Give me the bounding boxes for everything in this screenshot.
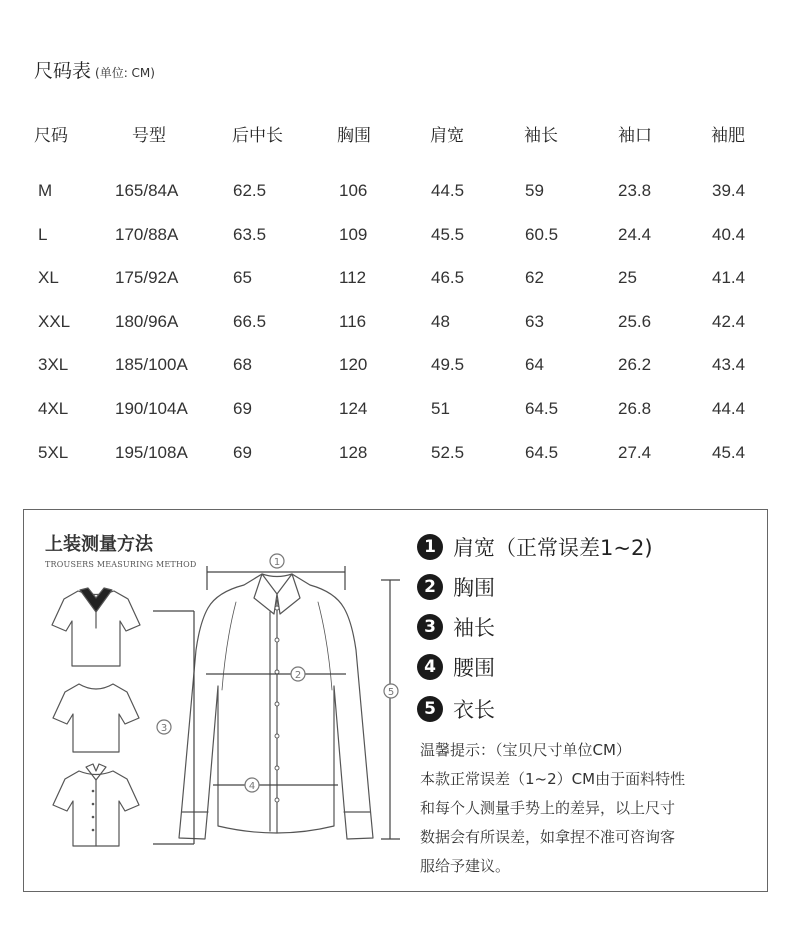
table-cell-cuff: 23.8 — [618, 181, 652, 200]
table-cell-sleeve-length: 63 — [525, 311, 544, 331]
table-cell-type: 185/100A — [115, 355, 188, 375]
polo-shirt-icon — [52, 588, 140, 666]
table-cell-shoulder: 52.5 — [431, 442, 465, 462]
table-cell-sleeve-width: 43.4 — [712, 355, 746, 375]
table-cell-sleeve-length: 59 — [525, 181, 544, 200]
column-header-type: 号型 — [132, 126, 166, 146]
table-cell-chest: 106 — [339, 181, 368, 200]
column-header-shoulder: 肩宽 — [430, 126, 464, 146]
marker-2-label: 2 — [294, 670, 302, 681]
table-cell-shoulder: 44.5 — [431, 181, 465, 200]
table-cell-chest: 128 — [339, 442, 368, 462]
marker-3-label: 3 — [160, 723, 168, 734]
note-line: 服给予建议。 — [420, 857, 511, 875]
marker-1-label: 1 — [273, 557, 281, 568]
table-cell-type: 180/96A — [115, 311, 179, 331]
table-cell-cuff: 25.6 — [618, 311, 652, 331]
note-line: 温馨提示：（宝贝尺寸单位CM） — [420, 741, 631, 759]
table-cell-shoulder: 48 — [431, 311, 450, 331]
note-line: 本款正常误差（1~2）CM由于面料特性 — [420, 770, 686, 788]
note-line: 和每个人测量手势上的差异，以上尺寸 — [420, 799, 676, 817]
table-cell-shoulder: 45.5 — [431, 224, 465, 244]
size-chart-unit: (单位: CM) — [95, 66, 155, 80]
table-cell-chest: 116 — [339, 311, 367, 331]
number-5-icon: 5 — [417, 696, 443, 722]
number-2-icon: 2 — [417, 574, 443, 600]
legend-label-shoulder: 肩宽（正常误差1~2) — [453, 536, 653, 560]
legend-label-waist: 腰围 — [453, 656, 495, 680]
table-cell-sleeve-length: 62 — [525, 268, 544, 288]
table-cell-chest: 124 — [339, 399, 368, 418]
table-cell-back-length: 68 — [233, 355, 252, 375]
legend-label-length: 衣长 — [453, 698, 495, 722]
table-cell-back-length: 69 — [233, 399, 252, 418]
table-cell-sleeve-length: 60.5 — [525, 224, 559, 244]
table-cell-size: XXL — [38, 311, 71, 331]
column-header-back-length: 后中长 — [232, 126, 283, 146]
column-header-chest: 胸围 — [337, 126, 371, 146]
marker-2-icon — [291, 667, 305, 681]
column-header-sleeve-length: 袖长 — [524, 126, 558, 146]
number-1-icon: 1 — [417, 534, 443, 560]
table-cell-size: 5XL — [38, 442, 69, 462]
marker-3-icon — [157, 720, 171, 734]
table-cell-sleeve-length: 64.5 — [525, 399, 559, 418]
table-cell-sleeve-width: 45.4 — [712, 442, 746, 462]
table-cell-type: 195/108A — [115, 442, 188, 462]
table-cell-back-length: 69 — [233, 442, 252, 462]
short-sleeve-shirt-icon — [53, 764, 139, 846]
table-cell-back-length: 62.5 — [233, 181, 267, 200]
table-cell-shoulder: 51 — [431, 399, 450, 418]
number-3-icon: 3 — [417, 614, 443, 640]
table-cell-type: 170/88A — [115, 224, 179, 244]
marker-4-icon — [245, 778, 259, 792]
table-cell-back-length: 65 — [233, 268, 252, 288]
measuring-title: 上装测量方法 — [45, 534, 153, 555]
table-cell-shoulder: 46.5 — [431, 268, 465, 288]
marker-5-label: 5 — [387, 687, 395, 698]
table-cell-type: 175/92A — [115, 268, 179, 288]
legend-label-chest: 胸围 — [453, 576, 495, 600]
table-cell-type: 165/84A — [115, 181, 179, 200]
size-chart-title-text: 尺码表 — [34, 60, 92, 82]
table-cell-chest: 120 — [339, 355, 368, 375]
t-shirt-icon — [53, 684, 139, 752]
table-cell-sleeve-length: 64 — [525, 355, 544, 375]
table-cell-sleeve-length: 64.5 — [525, 442, 559, 462]
number-4-icon: 4 — [417, 654, 443, 680]
table-cell-sleeve-width: 41.4 — [712, 268, 746, 288]
table-cell-back-length: 63.5 — [233, 224, 267, 244]
table-cell-cuff: 24.4 — [618, 224, 652, 244]
legend-label-sleeve: 袖长 — [453, 616, 495, 640]
note-line: 数据会有所误差，如拿捏不准可咨询客 — [420, 828, 676, 846]
table-cell-cuff: 25 — [618, 268, 637, 288]
table-cell-chest: 112 — [339, 268, 367, 288]
table-cell-sleeve-width: 40.4 — [712, 224, 746, 244]
table-cell-size: 4XL — [38, 399, 69, 418]
table-cell-size: 3XL — [38, 355, 69, 375]
marker-1-icon — [270, 554, 284, 568]
table-cell-sleeve-width: 44.4 — [712, 399, 746, 418]
table-cell-cuff: 26.8 — [618, 399, 652, 418]
marker-5-icon — [384, 684, 398, 698]
table-cell-sleeve-width: 39.4 — [712, 181, 746, 200]
table-cell-size: L — [38, 224, 48, 244]
table-cell-sleeve-width: 42.4 — [712, 311, 746, 331]
table-cell-shoulder: 49.5 — [431, 355, 465, 375]
table-cell-size: M — [38, 181, 53, 200]
marker-4-label: 4 — [248, 781, 256, 792]
column-header-cuff: 袖口 — [618, 126, 652, 146]
column-header-size: 尺码 — [34, 126, 68, 146]
table-cell-chest: 109 — [339, 224, 368, 244]
table-cell-back-length: 66.5 — [233, 311, 267, 331]
table-cell-size: XL — [38, 268, 59, 288]
table-cell-cuff: 26.2 — [618, 355, 652, 375]
column-header-sleeve-width: 袖肥 — [711, 126, 745, 146]
measuring-subtitle: TROUSERS MEASURING METHOD — [45, 560, 197, 569]
table-cell-type: 190/104A — [115, 399, 188, 418]
table-cell-cuff: 27.4 — [618, 442, 652, 462]
